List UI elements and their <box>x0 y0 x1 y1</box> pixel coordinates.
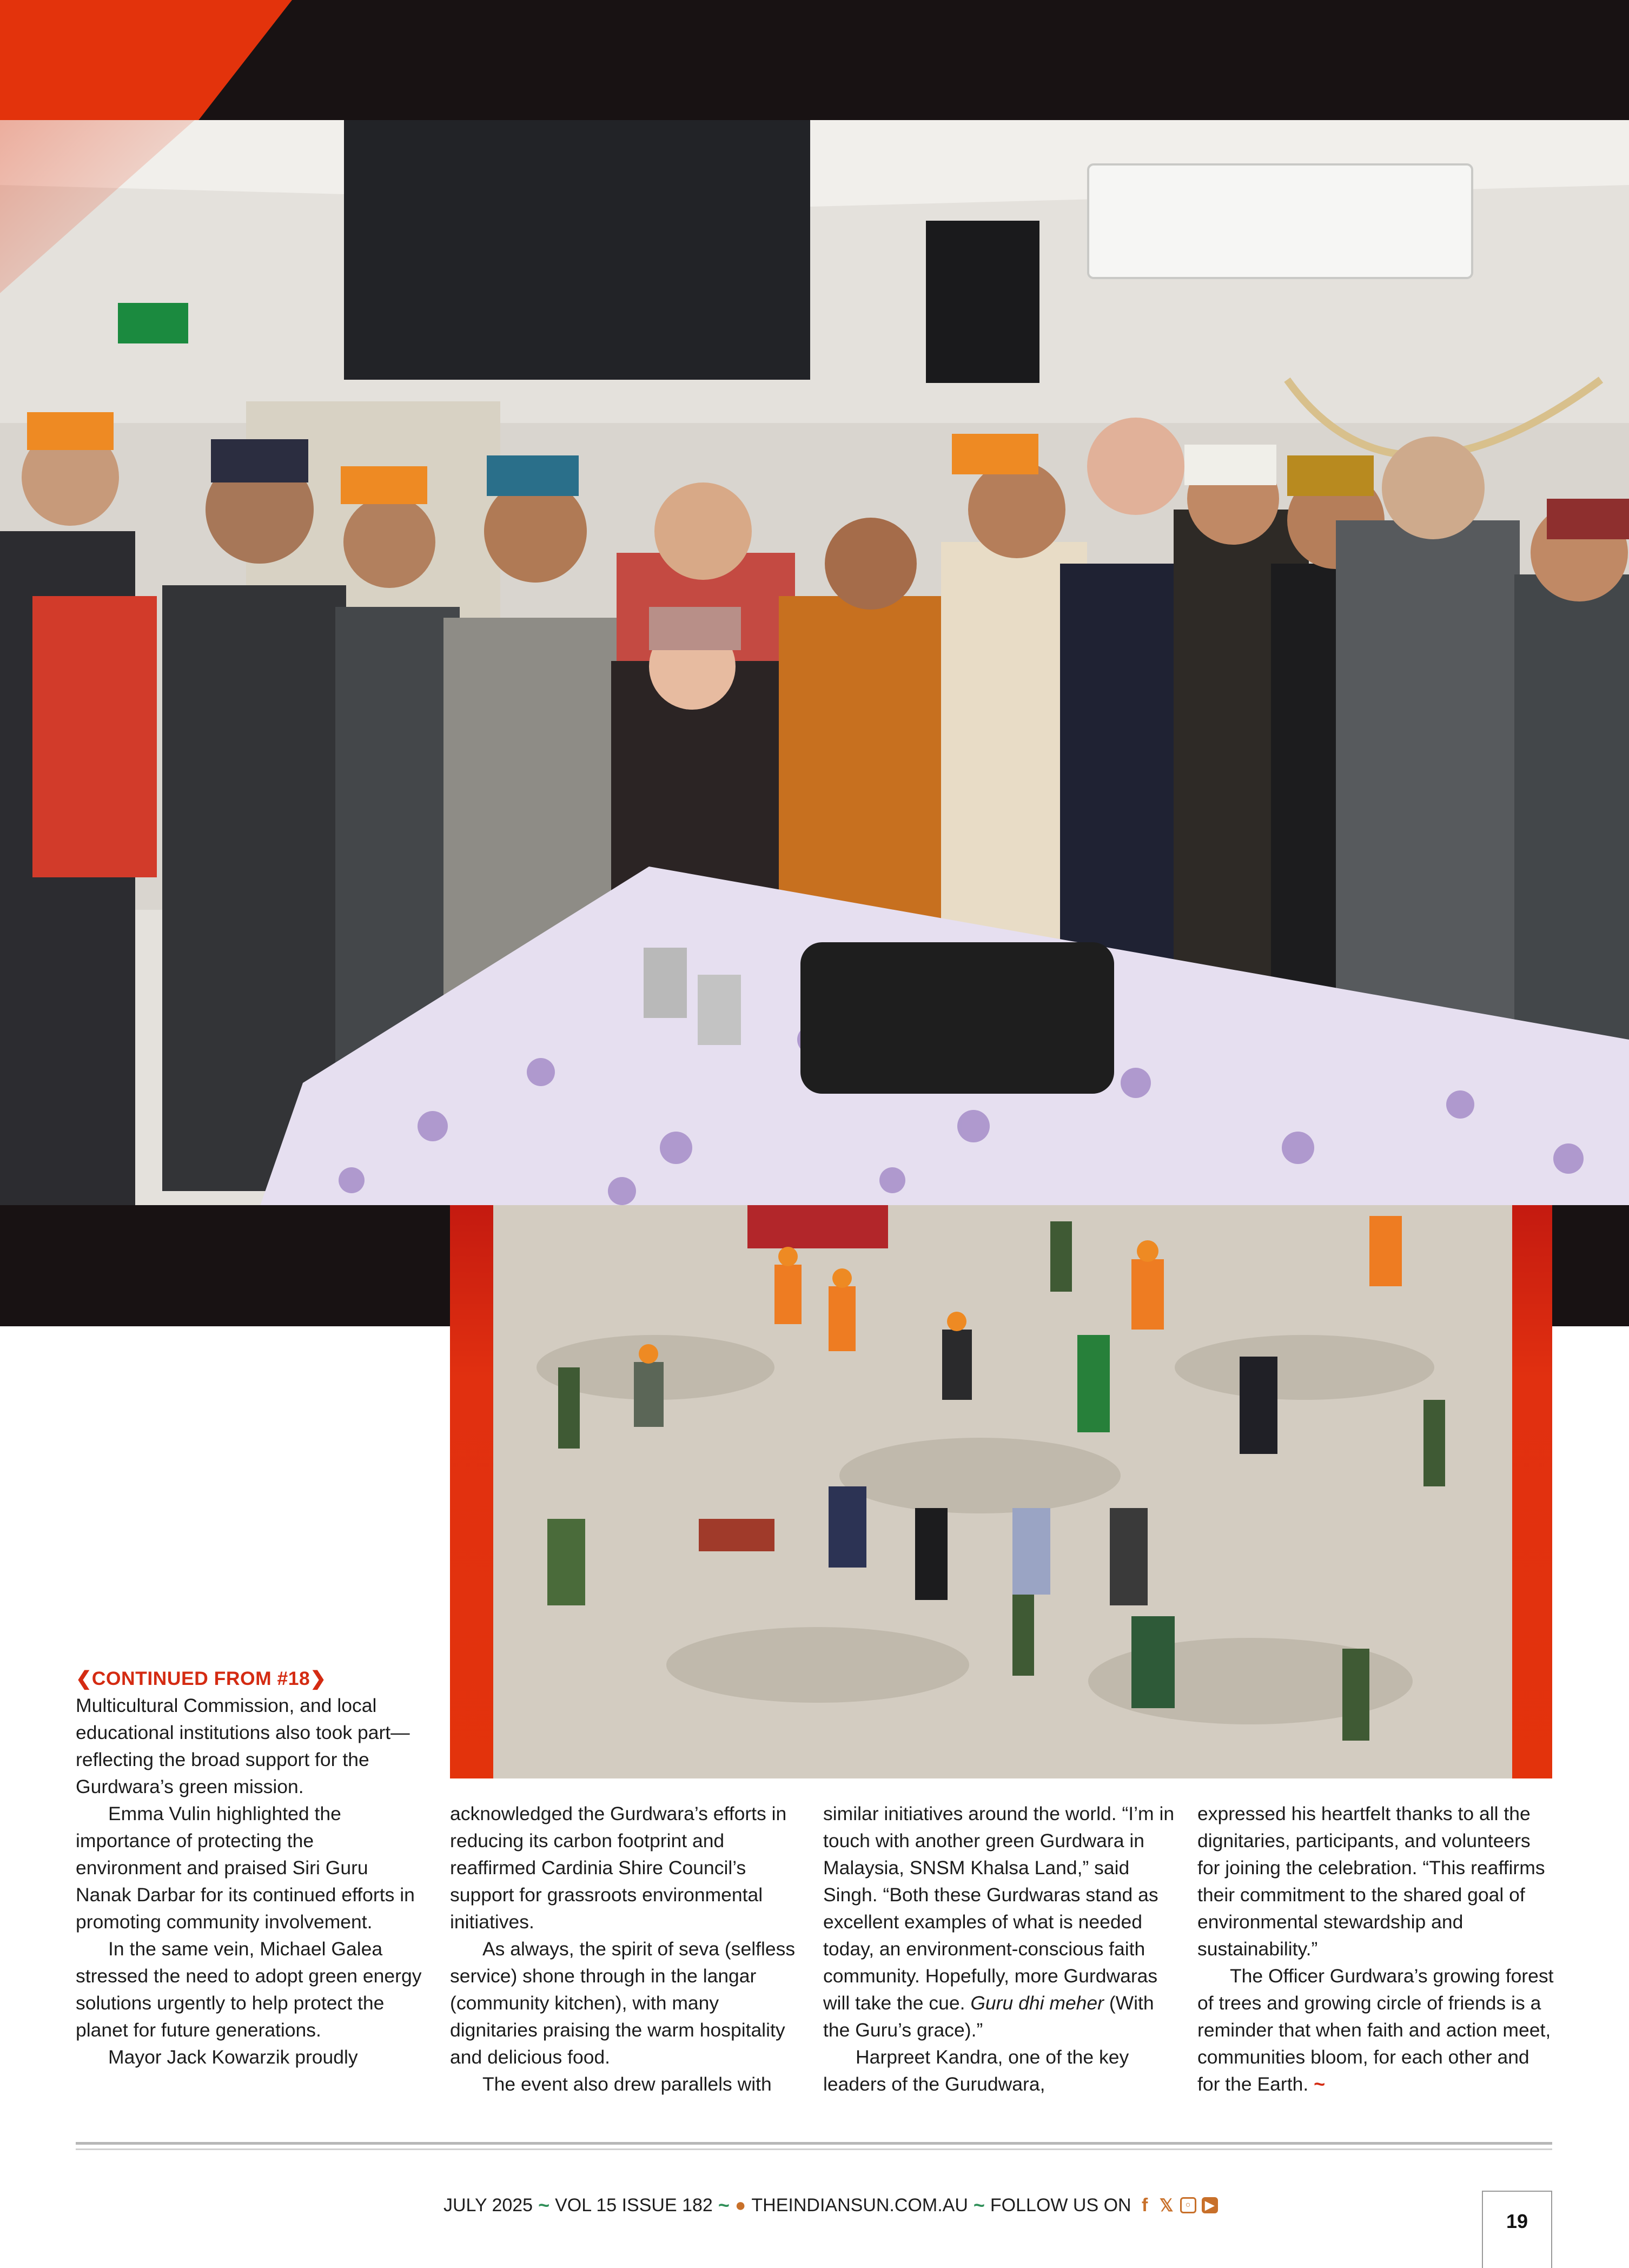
tilde-icon: ~ <box>538 2194 550 2216</box>
paragraph <box>1197 1962 1554 2098</box>
globe-icon: ● <box>734 2195 746 2216</box>
issue-date: JULY 2025 <box>443 2195 533 2216</box>
continued-label: CONTINUED FROM #18 <box>91 1668 310 1689</box>
chevron-right-icon: ❯ <box>310 1668 326 1689</box>
page-number: 19 <box>1482 2191 1552 2268</box>
facebook-icon[interactable]: f <box>1141 2195 1148 2216</box>
paragraph: In the same vein, Michael Galea stressed the need to adopt green energy solutions urgently to help protect the planet for future generations. <box>76 1938 422 2041</box>
tilde-icon: ~ <box>718 2194 730 2216</box>
tree-planting-photo <box>493 1205 1512 1778</box>
group-photo <box>0 120 1629 1207</box>
x-icon[interactable]: 𝕏 <box>1159 2196 1174 2215</box>
red-frame-right <box>1512 1205 1552 1778</box>
article-column-3 <box>823 1800 1175 2098</box>
italic-phrase: Guru dhi meher <box>970 1992 1104 2014</box>
footer-rule <box>76 2142 1552 2145</box>
red-frame-left <box>450 1205 493 1778</box>
article-column-2 <box>450 1800 796 2098</box>
paragraph: As always, the spirit of seva (selfless service) shone through in the langar (community kitchen), with many dignitaries praising the warm hospitality and delicious food. <box>450 1938 796 2068</box>
paragraph: Emma Vulin highlighted the importance of protecting the environment and praised Siri Guru Nanak Darbar for its continued efforts in promoting community involvement. <box>76 1803 415 1933</box>
youtube-icon[interactable]: ▶ <box>1202 2197 1218 2213</box>
footer-info <box>443 2192 1218 2219</box>
chevron-left-icon: ❮ <box>76 1668 92 1689</box>
website-link[interactable]: THEINDIANSUN.COM.AU <box>751 2195 968 2216</box>
paragraph: expressed his heartfelt thanks to all the dignitaries, participants, and volunteers for joining the celebration. “This reaffirms their commitment to the shared goal of environmental stewardship and sustainability.” <box>1197 1803 1545 1960</box>
instagram-icon[interactable]: ○ <box>1180 2197 1196 2213</box>
follow-label: FOLLOW US ON <box>990 2195 1131 2216</box>
article-column-1 <box>76 1665 422 2071</box>
paragraph-text: (With the Guru’s grace).” <box>823 1992 1154 2041</box>
paragraph: acknowledged the Gurdwara’s efforts in reducing its carbon footprint and reaffirmed Cardinia Shire Council’s support for grassroots environmental initiatives. <box>450 1803 787 1933</box>
paragraph: Multicultural Commission, and local educational institutions also took part—reflecting the broad support for the Gurdwara’s green mission. <box>76 1695 410 1797</box>
article-column-4 <box>1197 1800 1554 2098</box>
paragraph: Mayor Jack Kowarzik proudly <box>108 2046 358 2068</box>
paragraph <box>823 1800 1175 2044</box>
paragraph-text: similar initiatives around the world. “I’m in touch with another green Gurdwara in Malaysia, SNSM Khalsa Land,” said Singh. “Both these Gurdwaras stand as excellent examples of what is needed today, an environment-conscious faith community. Hopefully, more Gurdwaras will take the cue. <box>823 1803 1175 2014</box>
paragraph: The event also drew parallels with <box>482 2073 772 2095</box>
tilde-icon: ~ <box>973 2194 985 2216</box>
paragraph: Harpreet Kandra, one of the key leaders of the Gurudwara, <box>823 2046 1129 2095</box>
end-mark-icon: ~ <box>1314 2073 1326 2095</box>
issue-number: VOL 15 ISSUE 182 <box>555 2195 713 2216</box>
paragraph-text: The Officer Gurdwara’s growing forest of trees and growing circle of friends is a reminder that when faith and action meet, communities bloom, for each other and for the Earth. <box>1197 1965 1554 2095</box>
footer-rule <box>76 2148 1552 2150</box>
